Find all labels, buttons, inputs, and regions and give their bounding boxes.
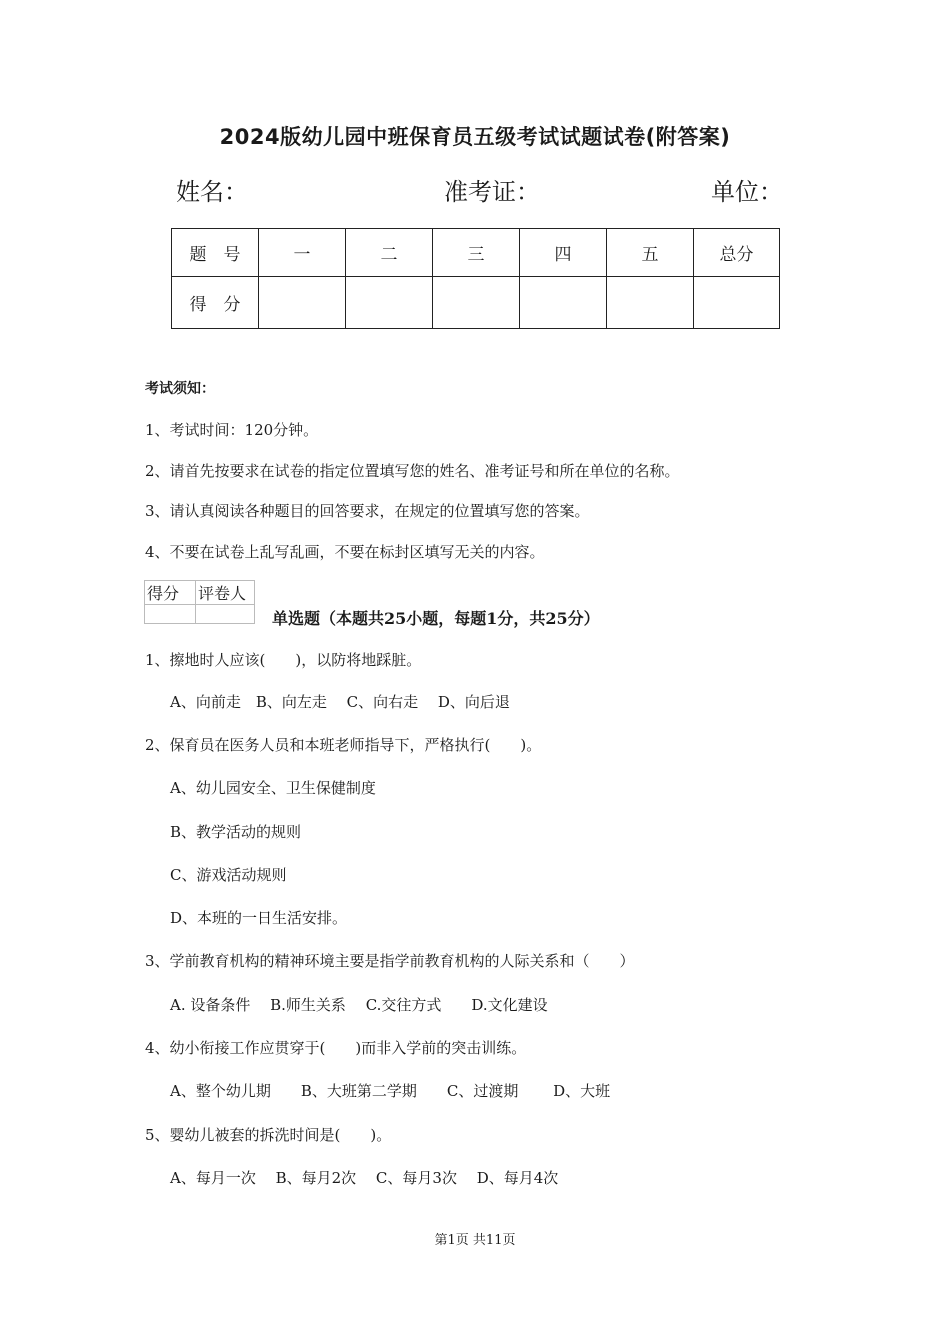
score-header-cell: 题 号 <box>172 229 259 277</box>
score-cell[interactable] <box>259 277 346 329</box>
question: 1、擦地时人应该( )，以防将地踩脏。 <box>145 651 422 669</box>
grader-score-cell[interactable] <box>145 605 196 624</box>
question-option: B、教学活动的规则 <box>170 823 302 841</box>
name-field-label: 姓名： <box>176 178 248 206</box>
score-row-label: 得 分 <box>172 277 259 329</box>
page-footer: 第1页 共11页 <box>434 1233 516 1248</box>
score-header-cell: 五 <box>607 229 694 277</box>
score-table <box>171 228 780 329</box>
question: 3、学前教育机构的精神环境主要是指学前教育机构的人际关系和（ ） <box>145 952 635 970</box>
notice-item: 4、不要在试卷上乱写乱画，不要在标封区填写无关的内容。 <box>145 543 545 561</box>
score-cell[interactable] <box>520 277 607 329</box>
question-option: C、游戏活动规则 <box>170 866 287 884</box>
score-header-cell: 四 <box>520 229 607 277</box>
question-options: A、向前走 B、向左走 C、向右走 D、向后退 <box>170 693 510 711</box>
score-header-cell: 总分 <box>694 229 780 277</box>
grader-table <box>144 580 255 624</box>
question-option: D、本班的一日生活安排。 <box>170 909 348 927</box>
score-cell[interactable] <box>694 277 780 329</box>
grader-name-cell[interactable] <box>196 605 255 624</box>
score-table-score-row <box>172 277 780 329</box>
notice-item: 1、考试时间：120分钟。 <box>145 421 319 439</box>
exam-number-field-label: 准考证： <box>444 178 540 206</box>
score-cell[interactable] <box>607 277 694 329</box>
notice-heading: 考试须知： <box>145 381 215 397</box>
question: 4、幼小衔接工作应贯穿于( )而非入学前的突击训练。 <box>145 1039 527 1057</box>
score-cell[interactable] <box>433 277 520 329</box>
grader-name-label: 评卷人 <box>196 581 255 605</box>
score-header-cell: 一 <box>259 229 346 277</box>
question-options: A. 设备条件 B.师生关系 C.交往方式 D.文化建设 <box>170 996 548 1014</box>
question-options: A、整个幼儿期 B、大班第二学期 C、过渡期 D、大班 <box>170 1082 611 1100</box>
unit-field-label: 单位： <box>711 178 783 206</box>
question-options: A、每月一次 B、每月2次 C、每月3次 D、每月4次 <box>170 1169 559 1187</box>
score-table-header-row <box>172 229 780 277</box>
score-cell[interactable] <box>346 277 433 329</box>
score-header-cell: 三 <box>433 229 520 277</box>
section-title: 单选题（本题共25小题，每题1分，共25分） <box>272 609 600 628</box>
notice-item: 2、请首先按要求在试卷的指定位置填写您的姓名、准考证号和所在单位的名称。 <box>145 462 680 480</box>
grader-score-label: 得分 <box>145 581 196 605</box>
page-title: 2024版幼儿园中班保育员五级考试试题试卷(附答案) <box>219 125 731 149</box>
question-option: A、幼儿园安全、卫生保健制度 <box>170 779 376 797</box>
score-header-cell: 二 <box>346 229 433 277</box>
notice-item: 3、请认真阅读各种题目的回答要求，在规定的位置填写您的答案。 <box>145 502 590 520</box>
question: 2、保育员在医务人员和本班老师指导下，严格执行( )。 <box>145 736 542 754</box>
question: 5、婴幼儿被套的拆洗时间是( )。 <box>145 1126 392 1144</box>
